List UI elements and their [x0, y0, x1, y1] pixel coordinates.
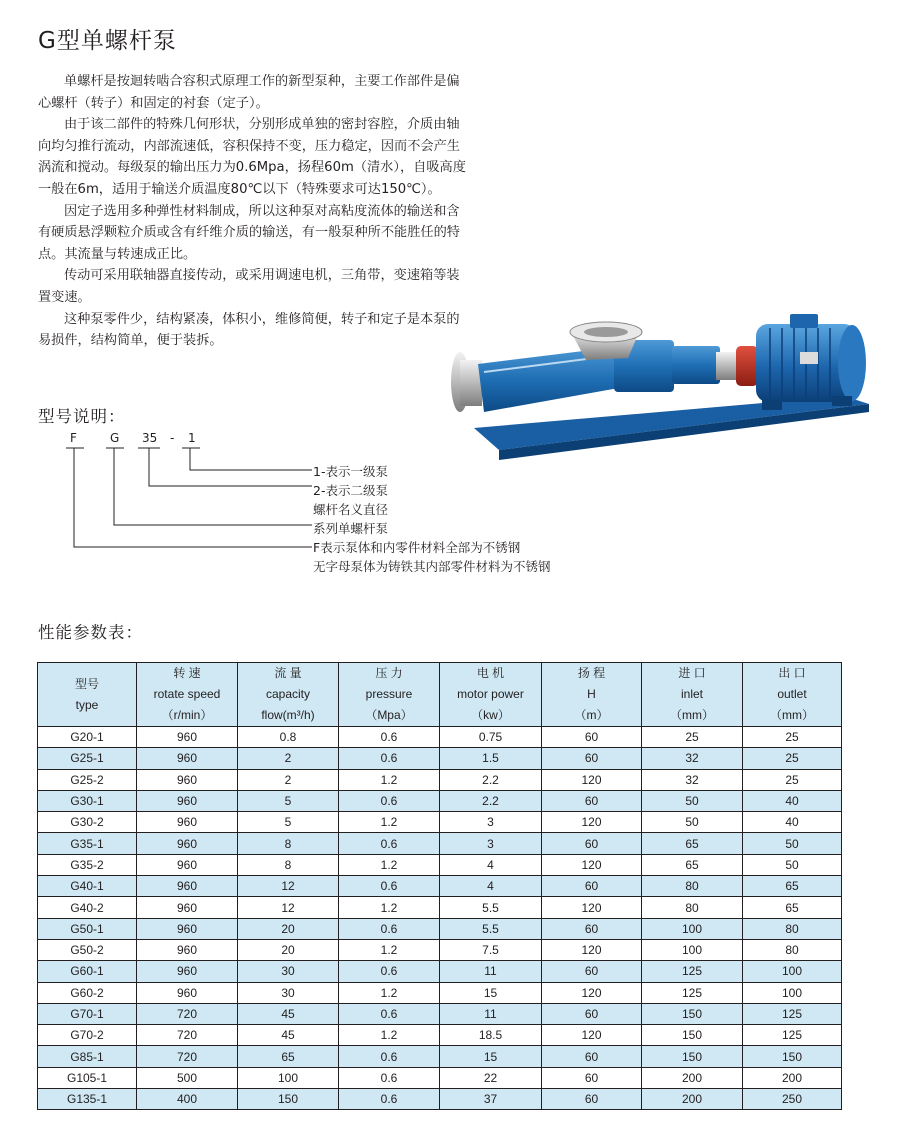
- table-row: [38, 1003, 842, 1024]
- table-cell: 0.6: [339, 876, 440, 897]
- table-cell: 2.2: [440, 790, 542, 811]
- table-cell: 80: [743, 918, 842, 939]
- table-cell: 11: [440, 1003, 542, 1024]
- table-cell: G30-1: [38, 790, 137, 811]
- table-cell: 150: [238, 1089, 339, 1110]
- table-body: [38, 727, 842, 1110]
- table-cell: 960: [137, 918, 238, 939]
- table-cell: 11: [440, 961, 542, 982]
- table-cell: 960: [137, 812, 238, 833]
- table-cell: 960: [137, 833, 238, 854]
- table-cell: 25: [743, 748, 842, 769]
- table-cell: G60-1: [38, 961, 137, 982]
- table-cell: 150: [642, 1025, 743, 1046]
- pump-product-image: [444, 300, 884, 470]
- table-cell: 65: [743, 897, 842, 918]
- table-cell: 5.5: [440, 918, 542, 939]
- table-cell: 8: [238, 854, 339, 875]
- legend-cast-iron: 无字母泵体为铸铁其内部零件材料为不锈钢: [313, 559, 551, 574]
- header-pressure: 压 力 pressure （Mpa）: [339, 663, 440, 727]
- header-type: 型号 type: [38, 663, 137, 727]
- table-row: [38, 1067, 842, 1088]
- table-cell: 125: [642, 982, 743, 1003]
- table-cell: 0.6: [339, 1003, 440, 1024]
- table-cell: 50: [642, 812, 743, 833]
- table-cell: 100: [743, 961, 842, 982]
- table-cell: 80: [642, 876, 743, 897]
- table-cell: 960: [137, 897, 238, 918]
- table-cell: 120: [542, 769, 642, 790]
- table-cell: 50: [743, 854, 842, 875]
- table-cell: 60: [542, 918, 642, 939]
- table-cell: 1.2: [339, 982, 440, 1003]
- table-cell: 960: [137, 982, 238, 1003]
- table-cell: 25: [743, 727, 842, 748]
- table-cell: 60: [542, 727, 642, 748]
- table-cell: 60: [542, 1089, 642, 1110]
- table-cell: 720: [137, 1046, 238, 1067]
- table-cell: G35-2: [38, 854, 137, 875]
- table-row: [38, 876, 842, 897]
- table-cell: 100: [743, 982, 842, 1003]
- table-cell: 1.2: [339, 854, 440, 875]
- model-code-stage: 1: [188, 431, 196, 445]
- table-cell: 32: [642, 769, 743, 790]
- table-row: [38, 961, 842, 982]
- legend-two-stage: 2-表示二级泵: [313, 483, 388, 498]
- table-cell: 125: [743, 1003, 842, 1024]
- table-cell: 960: [137, 939, 238, 960]
- table-cell: 65: [642, 833, 743, 854]
- table-cell: 60: [542, 790, 642, 811]
- table-cell: 200: [642, 1089, 743, 1110]
- table-cell: G50-1: [38, 918, 137, 939]
- legend-one-stage: 1-表示一级泵: [313, 464, 388, 479]
- table-cell: 120: [542, 982, 642, 1003]
- table-cell: G20-1: [38, 727, 137, 748]
- table-cell: 60: [542, 833, 642, 854]
- table-cell: 960: [137, 769, 238, 790]
- table-header-row: [38, 663, 842, 727]
- table-cell: 15: [440, 1046, 542, 1067]
- table-cell: 45: [238, 1025, 339, 1046]
- table-cell: 200: [642, 1067, 743, 1088]
- table-cell: 100: [642, 939, 743, 960]
- intro-paragraph: 传动可采用联轴器直接传动，或采用调速电机，三角带，变速箱等装置变速。: [38, 268, 460, 305]
- table-row: [38, 727, 842, 748]
- table-cell: G85-1: [38, 1046, 137, 1067]
- table-cell: 0.6: [339, 748, 440, 769]
- table-cell: 3: [440, 812, 542, 833]
- table-cell: 125: [743, 1025, 842, 1046]
- header-rotate-speed: 转 速 rotate speed （r/min）: [137, 663, 238, 727]
- table-cell: 2: [238, 769, 339, 790]
- table-cell: 1.5: [440, 748, 542, 769]
- table-cell: 720: [137, 1025, 238, 1046]
- header-motor-power: 电 机 motor power （kw）: [440, 663, 542, 727]
- table-cell: 720: [137, 1003, 238, 1024]
- table-row: [38, 748, 842, 769]
- table-cell: 0.8: [238, 727, 339, 748]
- table-row: [38, 790, 842, 811]
- table-row: [38, 897, 842, 918]
- table-cell: 960: [137, 790, 238, 811]
- table-cell: 3: [440, 833, 542, 854]
- table-cell: G40-2: [38, 897, 137, 918]
- table-cell: 120: [542, 854, 642, 875]
- table-row: [38, 1089, 842, 1110]
- table-cell: 7.5: [440, 939, 542, 960]
- table-cell: 18.5: [440, 1025, 542, 1046]
- intro-text: [38, 71, 468, 352]
- table-cell: 4: [440, 854, 542, 875]
- model-code-dash: -: [170, 431, 175, 445]
- table-cell: 30: [238, 982, 339, 1003]
- table-cell: 25: [642, 727, 743, 748]
- table-row: [38, 918, 842, 939]
- table-cell: 120: [542, 812, 642, 833]
- table-row: [38, 769, 842, 790]
- table-cell: 12: [238, 897, 339, 918]
- table-cell: G25-1: [38, 748, 137, 769]
- header-head: 扬 程 H （m）: [542, 663, 642, 727]
- intro-paragraph: 因定子选用多种弹性材料制成，所以这种泵对高粘度流体的输送和含有硬质悬浮颗粒介质或含有纤维介质的输送，有一般泵种所不能胜任的特点。其流量与转速成正比。: [38, 203, 460, 262]
- table-cell: 25: [743, 769, 842, 790]
- table-cell: 0.6: [339, 1089, 440, 1110]
- table-cell: 65: [238, 1046, 339, 1067]
- table-cell: 0.6: [339, 790, 440, 811]
- legend-stainless: F表示泵体和内零件材料全部为不锈钢: [313, 540, 521, 555]
- table-cell: 40: [743, 812, 842, 833]
- table-cell: 50: [642, 790, 743, 811]
- model-heading: 型号说明：: [38, 407, 126, 426]
- table-cell: 65: [642, 854, 743, 875]
- table-cell: 5: [238, 790, 339, 811]
- table-cell: 0.6: [339, 918, 440, 939]
- table-cell: 5.5: [440, 897, 542, 918]
- table-cell: 120: [542, 1025, 642, 1046]
- legend-series: 系列单螺杆泵: [313, 521, 389, 536]
- table-cell: 400: [137, 1089, 238, 1110]
- table-cell: 1.2: [339, 812, 440, 833]
- table-cell: 8: [238, 833, 339, 854]
- table-cell: G50-2: [38, 939, 137, 960]
- table-cell: 120: [542, 897, 642, 918]
- model-code-diameter: 35: [142, 431, 158, 445]
- table-cell: 960: [137, 748, 238, 769]
- table-cell: 960: [137, 961, 238, 982]
- performance-table: [37, 662, 842, 1110]
- table-cell: 15: [440, 982, 542, 1003]
- intro-paragraph: 单螺杆是按迴转啮合容积式原理工作的新型泵种，主要工作部件是偏心螺杆（转子）和固定的衬套（定子）。: [38, 74, 460, 111]
- table-cell: 2: [238, 748, 339, 769]
- table-cell: G70-1: [38, 1003, 137, 1024]
- table-row: [38, 1046, 842, 1067]
- table-cell: 150: [743, 1046, 842, 1067]
- header-inlet: 进 口 inlet （mm）: [642, 663, 743, 727]
- table-cell: 20: [238, 918, 339, 939]
- table-cell: 0.6: [339, 1067, 440, 1088]
- table-cell: 100: [238, 1067, 339, 1088]
- table-cell: 100: [642, 918, 743, 939]
- table-row: [38, 854, 842, 875]
- intro-paragraph: 这种泵零件少，结构紧凑，体积小，维修简便，转子和定子是本泵的易损件，结构简单，便于装拆。: [38, 311, 460, 349]
- table-cell: 12: [238, 876, 339, 897]
- table-cell: G60-2: [38, 982, 137, 1003]
- header-outlet: 出 口 outlet （mm）: [743, 663, 842, 727]
- performance-heading: 性能参数表：: [38, 623, 143, 642]
- table-cell: 250: [743, 1089, 842, 1110]
- table-cell: 22: [440, 1067, 542, 1088]
- table-row: [38, 1025, 842, 1046]
- table-cell: 1.2: [339, 769, 440, 790]
- table-row: [38, 812, 842, 833]
- table-cell: 960: [137, 876, 238, 897]
- table-cell: 20: [238, 939, 339, 960]
- model-code-material: F: [70, 431, 77, 445]
- table-cell: 150: [642, 1046, 743, 1067]
- table-cell: 45: [238, 1003, 339, 1024]
- table-row: [38, 982, 842, 1003]
- table-cell: 120: [542, 939, 642, 960]
- table-cell: 60: [542, 1046, 642, 1067]
- table-cell: 30: [238, 961, 339, 982]
- table-cell: 0.6: [339, 961, 440, 982]
- table-cell: G70-2: [38, 1025, 137, 1046]
- intro-paragraph: 由于该二部件的特殊几何形状，分别形成单独的密封容腔，介质由轴向均匀推行流动，内部流速低，容积保持不变，压力稳定，因而不会产生涡流和搅动。每级泵的输出压力为0.6Mpa，扬程60m（清水），自吸高度一般在6m，适用于输送介质温度80℃以下（特殊要求可达150℃）。: [38, 117, 466, 197]
- header-capacity: 流 量 capacity flow(m³/h): [238, 663, 339, 727]
- table-cell: 32: [642, 748, 743, 769]
- table-cell: 0.6: [339, 1046, 440, 1067]
- table-cell: 1.2: [339, 897, 440, 918]
- table-cell: 125: [642, 961, 743, 982]
- table-cell: G40-1: [38, 876, 137, 897]
- table-cell: 0.6: [339, 833, 440, 854]
- table-cell: 500: [137, 1067, 238, 1088]
- page-title: G型单螺杆泵: [38, 28, 177, 54]
- table-cell: 80: [743, 939, 842, 960]
- table-cell: 60: [542, 1003, 642, 1024]
- table-cell: 65: [743, 876, 842, 897]
- table-cell: 37: [440, 1089, 542, 1110]
- table-cell: 960: [137, 854, 238, 875]
- table-cell: 50: [743, 833, 842, 854]
- table-cell: 40: [743, 790, 842, 811]
- legend-diameter: 螺杆名义直径: [313, 502, 389, 517]
- table-cell: 0.75: [440, 727, 542, 748]
- table-cell: 150: [642, 1003, 743, 1024]
- table-cell: 60: [542, 961, 642, 982]
- table-cell: 1.2: [339, 1025, 440, 1046]
- table-row: [38, 939, 842, 960]
- table-cell: 60: [542, 1067, 642, 1088]
- table-row: [38, 833, 842, 854]
- table-cell: 5: [238, 812, 339, 833]
- table-cell: G135-1: [38, 1089, 137, 1110]
- table-cell: 2.2: [440, 769, 542, 790]
- table-cell: G35-1: [38, 833, 137, 854]
- table-cell: 4: [440, 876, 542, 897]
- table-cell: 200: [743, 1067, 842, 1088]
- table-cell: 960: [137, 727, 238, 748]
- table-cell: G30-2: [38, 812, 137, 833]
- table-cell: 1.2: [339, 939, 440, 960]
- model-code-series: G: [110, 431, 120, 445]
- table-cell: G25-2: [38, 769, 137, 790]
- table-cell: 80: [642, 897, 743, 918]
- table-cell: 60: [542, 748, 642, 769]
- table-cell: 60: [542, 876, 642, 897]
- table-cell: 0.6: [339, 727, 440, 748]
- table-cell: G105-1: [38, 1067, 137, 1088]
